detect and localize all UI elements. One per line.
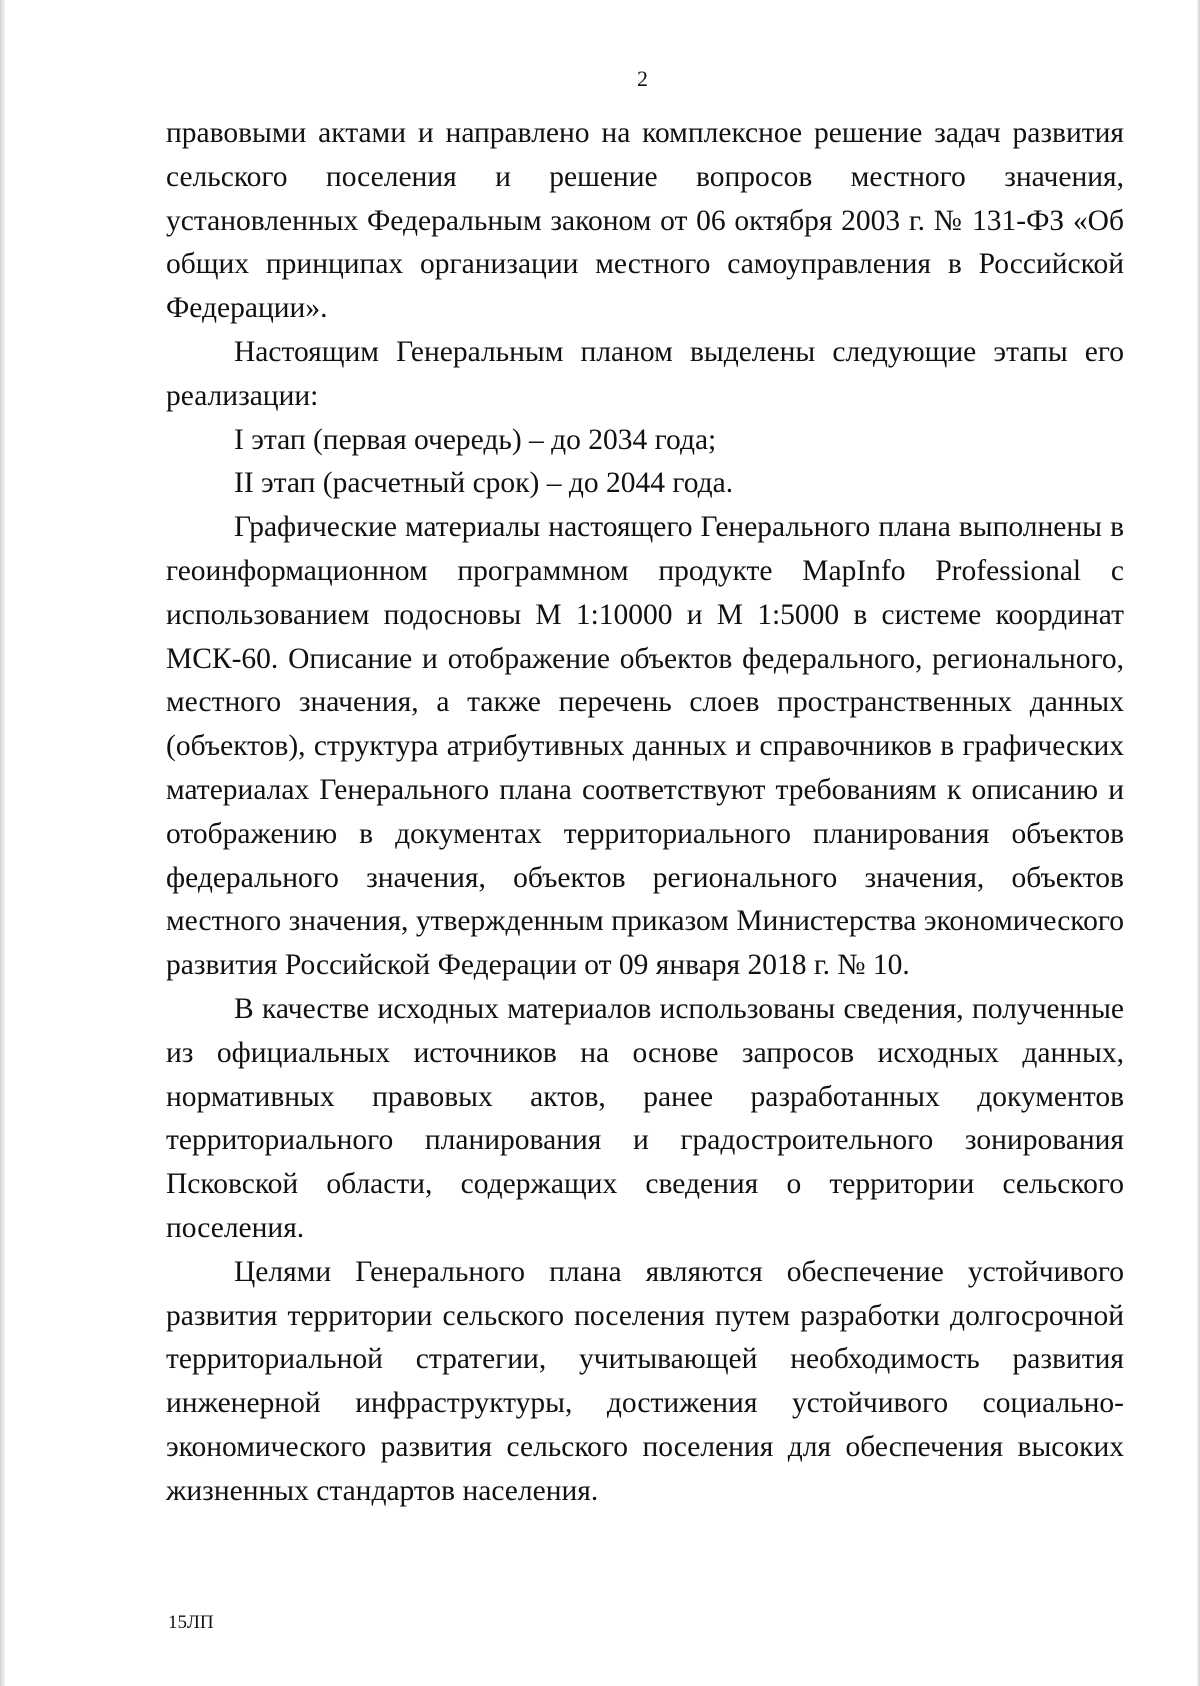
paragraph-graphic-materials: Графические материалы настоящего Генерального плана выполнены в геоинформационном программном продукте MapInfo Professional с использованием подосновы М 1:10000 и М 1:5000 в системе координат МСК-60. Описание и отображение объектов федерального, регионального, местного значения, а также перечень слоев пространственных данных (объектов), структура атрибутивных данных и справочников в графических материалах Генерального плана соответствуют требованиям к описанию и отображению в документах территориального планирования объектов федерального значения, объектов регионального значения, объектов местного значения, утвержденным приказом Министерства экономического развития Российской Федерации от 09 января 2018 г. № 10. [166, 511, 1124, 982]
paragraph-goals: Целями Генерального плана являются обеспечение устойчивого развития территории сельского поселения путем разработки долгосрочной территориальной стратегии, учитывающей необходимость развития инженерной инфраструктуры, достижения устойчивого социально-экономического развития сельского поселения для обеспечения высоких жизненных стандартов населения. [166, 1255, 1124, 1507]
paragraph-legal-acts: правовыми актами и направлено на комплексное решение задач развития сельского поселения и решение вопросов местного значения, установленных Федеральным законом от 06 октября 2003 г. № 131-ФЗ «Об общих принципах организации местного самоуправления в Российской Федерации». [166, 117, 1124, 325]
paragraph-stages-intro: Настоящим Генеральным планом выделены следующие этапы его реализации: [166, 335, 1124, 412]
paragraph-source-materials: В качестве исходных материалов использованы сведения, полученные из официальных источников на основе запросов исходных данных, нормативных правовых актов, ранее разработанных документов территориального планирования и градостроительного зонирования Псковской области, содержащих сведения о территории сельского поселения. [166, 992, 1124, 1244]
stage-item-first: I этап (первая очередь) – до 2034 года; [234, 423, 717, 456]
footer-document-code: 15ЛП [168, 1612, 214, 1633]
page-number: 2 [637, 66, 648, 91]
stage-item-second: II этап (расчетный срок) – до 2044 года. [234, 467, 734, 500]
scan-edge-left [0, 0, 5, 1686]
document-body [166, 112, 1124, 1514]
